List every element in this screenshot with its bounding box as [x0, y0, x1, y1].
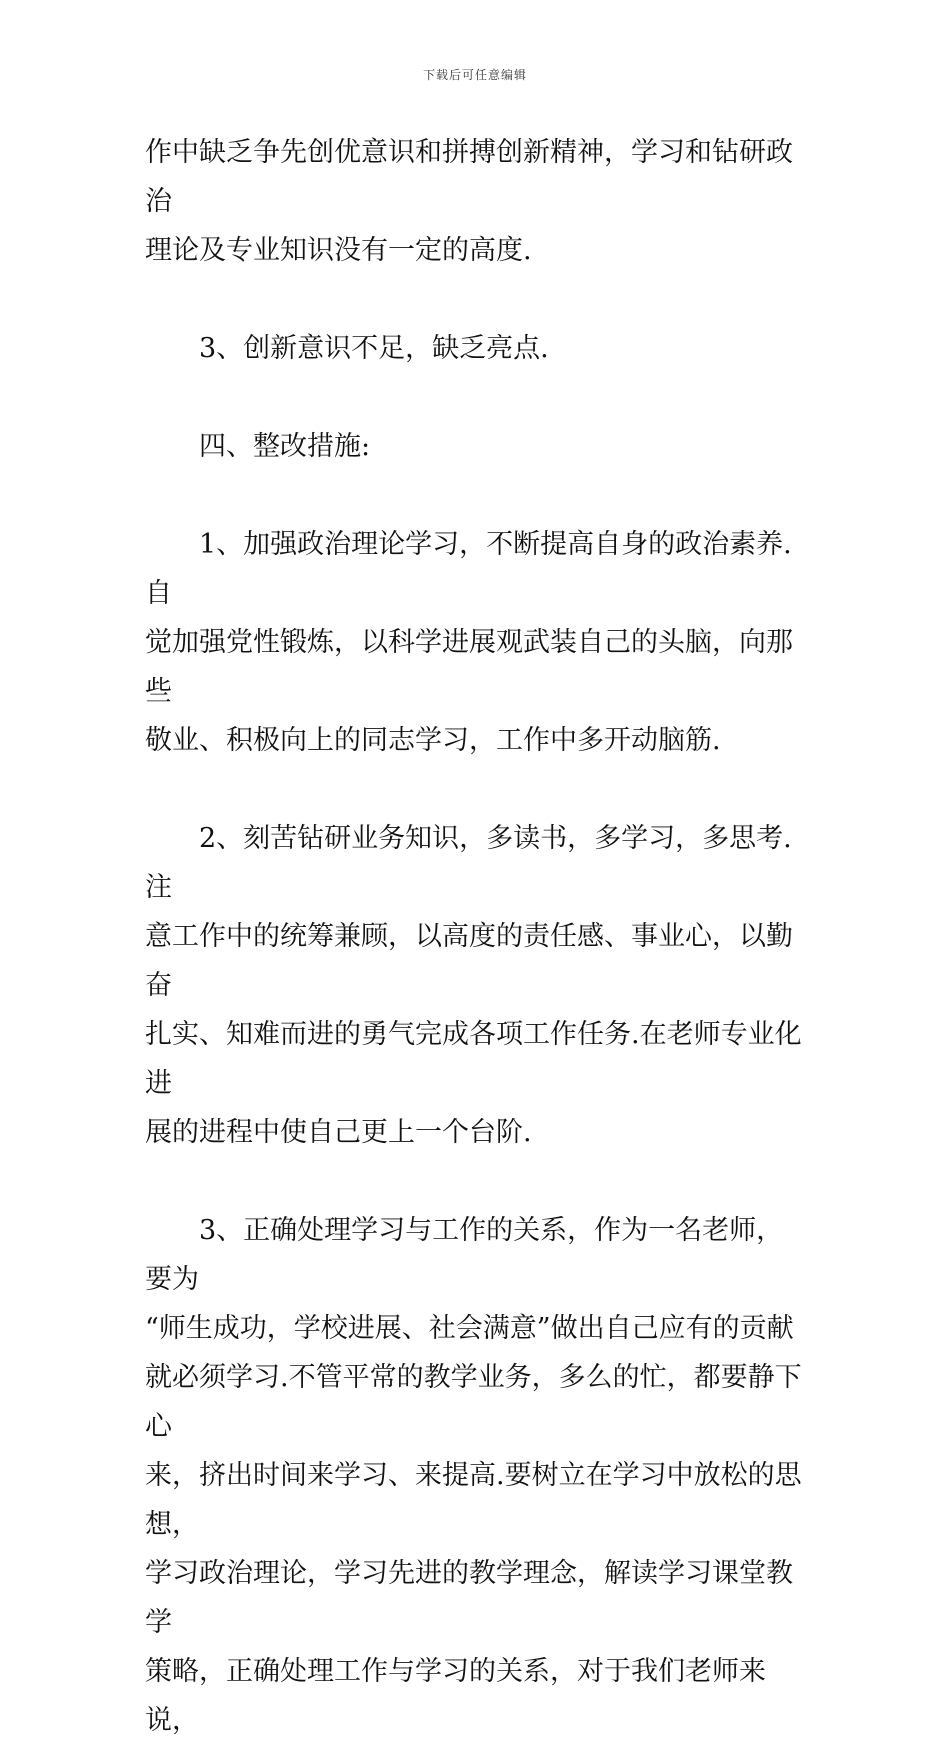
text-line: 就必须学习.不管平常的教学业务，多么的忙，都要静下心 [145, 1362, 802, 1442]
text-line: 作中缺乏争先创优意识和拼搏创新精神，学习和钻研政治 [145, 137, 793, 217]
section-heading [145, 422, 805, 471]
page-header: 下载后可任意编辑 [422, 68, 527, 82]
text-line: 意工作中的统筹兼顾，以高度的责任感、事业心，以勤奋 [145, 921, 793, 1001]
paragraph [145, 814, 805, 1157]
text-line: 2、刻苦钻研业务知识，多读书，多学习，多思考.注 [145, 823, 792, 903]
text-line: 觉加强党性锻炼，以科学进展观武装自己的头脑，向那些 [145, 627, 793, 707]
text-line: 敬业、积极向上的同志学习，工作中多开动脑筋. [145, 725, 721, 756]
text-line: 3、正确处理学习与工作的关系，作为一名老师，要为 [145, 1215, 784, 1295]
text-line: 1、加强政治理论学习，不断提高自身的政治素养.自 [145, 529, 792, 609]
paragraph [145, 520, 805, 765]
paragraph [145, 128, 805, 275]
text-line: 学习政治理论，学习先进的教学理念，解读学习课堂教学 [145, 1558, 793, 1638]
paragraph [145, 1206, 805, 1745]
document-body [145, 128, 805, 1745]
text-line: 展的进程中使自己更上一个台阶. [145, 1117, 532, 1148]
text-line: 扎实、知难而进的勇气完成各项工作任务.在老师专业化进 [145, 1019, 802, 1099]
paragraph [145, 324, 805, 373]
text-line: 策略，正确处理工作与学习的关系，对于我们老师来说， [145, 1656, 766, 1736]
text-line: 3、创新意识不足，缺乏亮点. [199, 333, 549, 364]
text-line: 理论及专业知识没有一定的高度. [145, 235, 532, 266]
text-line: 四、整改措施: [199, 431, 371, 462]
text-line: “师生成功，学校进展、社会满意”做出自己应有的贡献 [145, 1313, 794, 1344]
text-line: 来，挤出时间来学习、来提高.要树立在学习中放松的思想， [145, 1460, 802, 1540]
